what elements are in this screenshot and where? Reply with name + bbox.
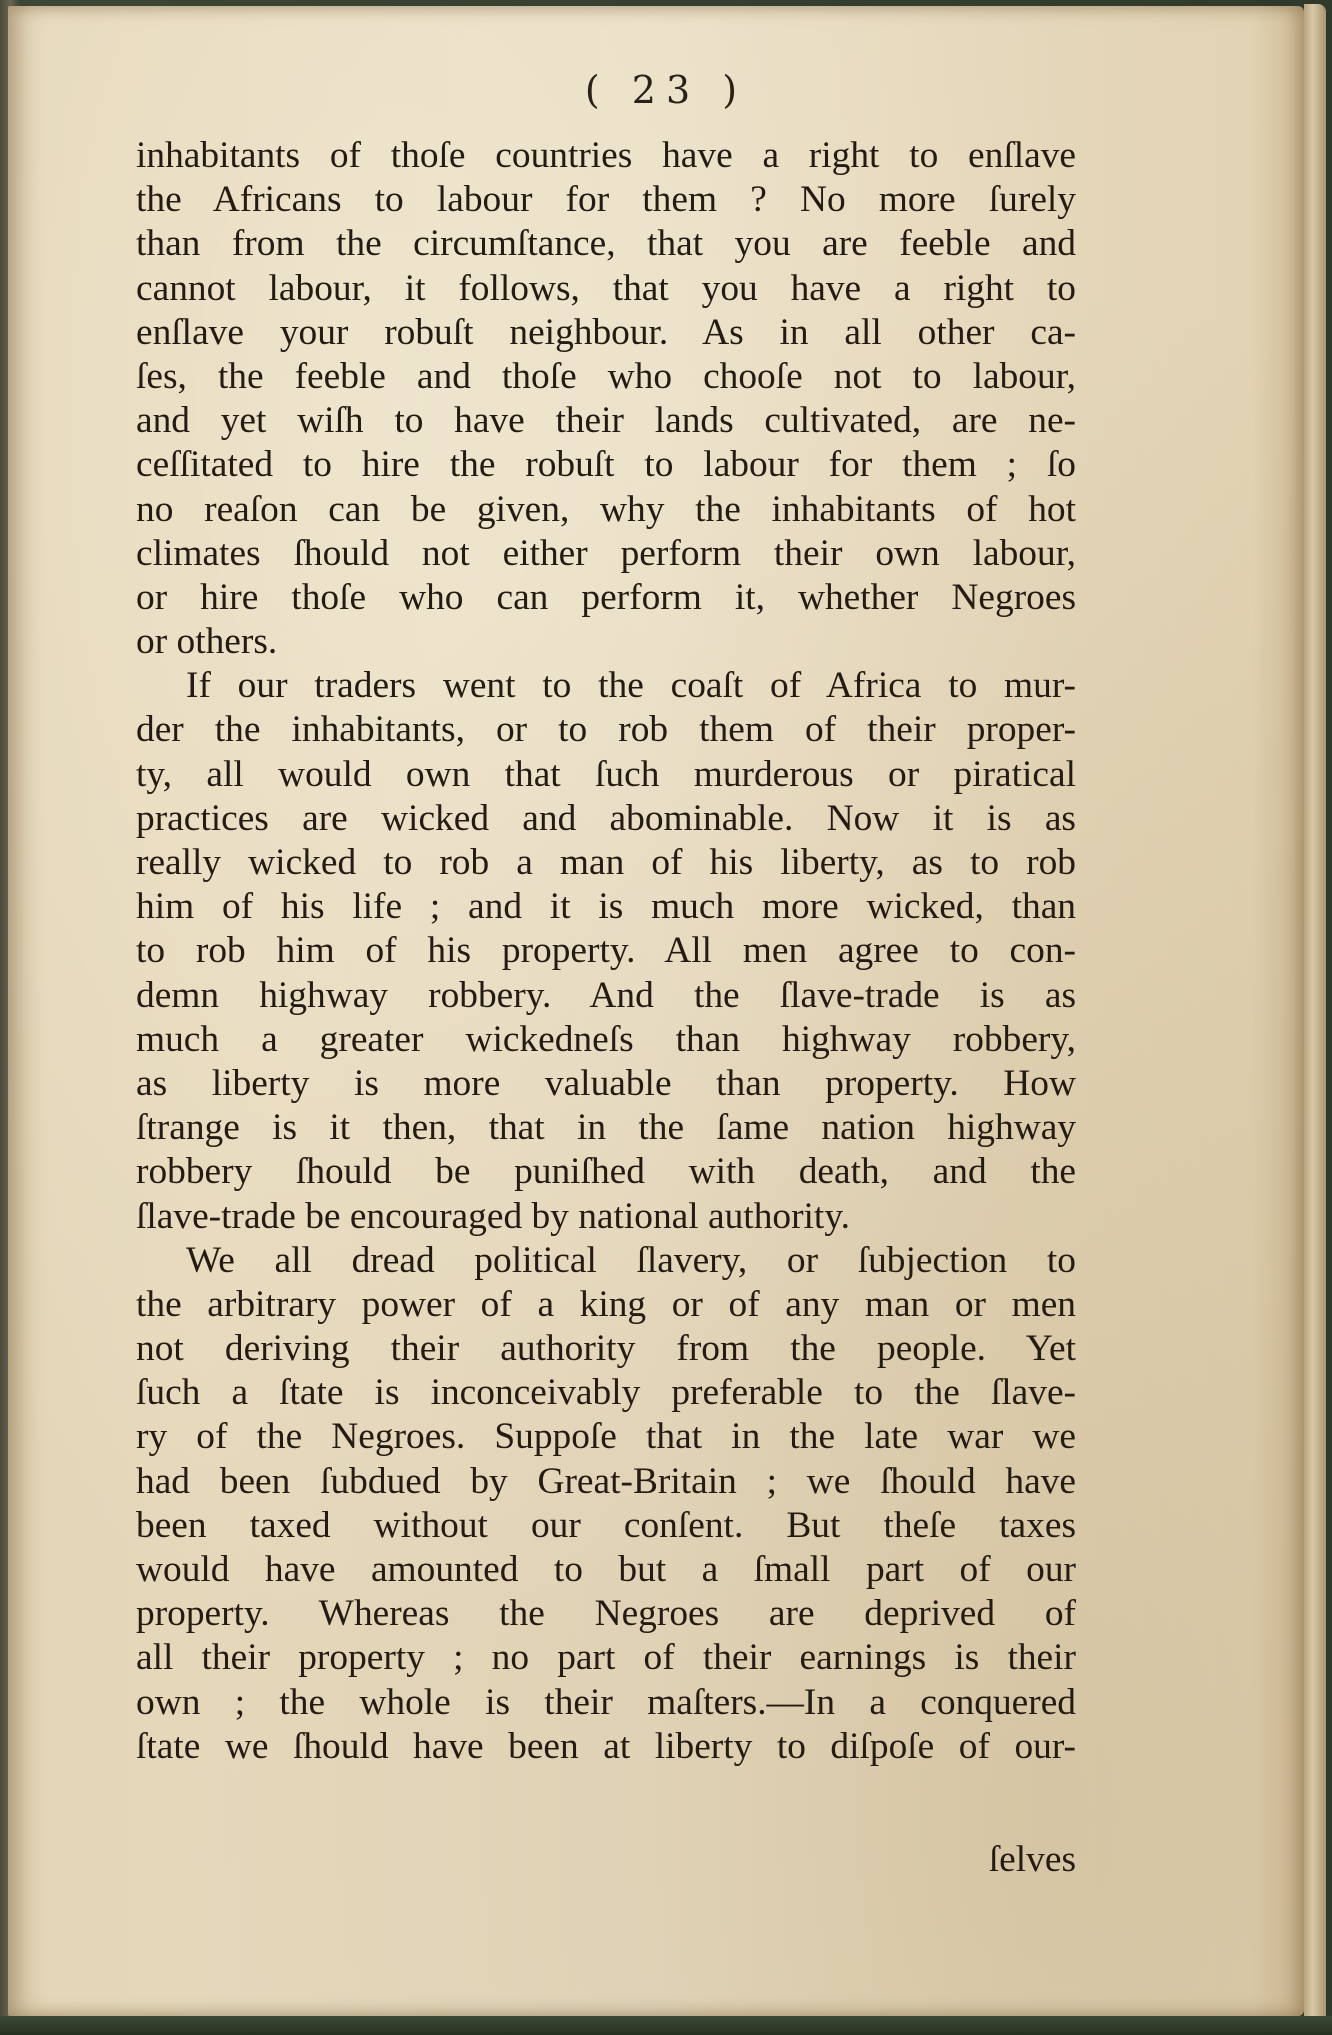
text-line: than from the circumſtance, that you are feeble and [136,223,1076,265]
paragraph-3 [136,1239,1076,1769]
text-line: would have amounted to but a ſmall part of our [136,1549,1076,1590]
text-line: all their property ; no part of their earnings is their [136,1637,1076,1679]
text-line: had been ſubdued by Great-Britain ; we ſhould have [136,1460,1076,1502]
text-line: inhabitants of thoſe countries have a right to enſlave [136,135,1076,176]
page-edge [1304,4,1326,2024]
text-line: ſlave-trade be encouraged by national authority. [136,1195,850,1237]
text-line: the arbitrary power of a king or of any man or men [136,1283,1076,1325]
paragraph-2 [136,664,1076,1238]
text-line: climates ſhould not either perform their own labour, [136,532,1076,574]
text-line: really wicked to rob a man of his liberty, as to rob [136,842,1076,883]
bottom-binding-edge [0,2016,1332,2035]
text-line: ſtrange is it then, that in the ſame nation highway [136,1107,1076,1149]
paragraph-1 [136,134,1076,664]
text-line: and yet wiſh to have their lands cultivated, are ne- [136,400,1076,442]
text-line: been taxed without our conſent. But theſe taxes [136,1504,1076,1546]
text-line: If our traders went to the coaſt of Africa to mur- [186,665,1076,707]
text-line: We all dread political ſlavery, or ſubjection to [186,1239,1076,1281]
text-line: ty, all would own that ſuch murderous or piratical [136,753,1076,795]
catchword: ſelves [988,1839,1076,1880]
text-line: as liberty is more valuable than property. How [136,1062,1076,1104]
text-line: enſlave your robuſt neighbour. As in all other ca- [136,311,1076,353]
text-line: the Africans to labour for them ? No more ſurely [136,179,1076,221]
text-line: ry of the Negroes. Suppoſe that in the late war we [136,1416,1076,1458]
text-line: demn highway robbery. And the ſlave-trade is as [136,974,1076,1016]
text-line: ſuch a ſtate is inconceivably preferable to the ſlave- [136,1372,1076,1414]
text-line: cannot labour, it follows, that you have a right to [136,267,1076,309]
text-line: robbery ſhould be puniſhed with death, and the [136,1151,1076,1193]
text-line: ſes, the feeble and thoſe who chooſe not to labour, [136,355,1076,397]
text-line: own ; the whole is their maſters.—In a conquered [136,1681,1076,1723]
text-line: not deriving their authority from the people. Yet [136,1328,1076,1370]
text-line: or others. [136,621,278,663]
text-line: practices are wicked and abominable. Now it is as [136,797,1076,839]
text-line: no reaſon can be given, why the inhabitants of hot [136,488,1076,530]
text-line: him of his life ; and it is much more wicked, than [136,886,1076,928]
text-line: ſtate we ſhould have been at liberty to diſpoſe of our- [136,1725,1076,1767]
text-line: der the inhabitants, or to rob them of their proper- [136,709,1076,751]
text-line: or hire thoſe who can perform it, whether Negroes [136,576,1076,618]
text-line: ceſſitated to hire the robuſt to labour for them ; ſo [136,444,1076,486]
text-line: property. Whereas the Negroes are deprived of [136,1593,1076,1635]
text-line: much a greater wickedneſs than highway robbery, [136,1018,1076,1060]
body-text [136,134,1076,1769]
page-number: ( 23 ) [584,68,748,112]
text-line: to rob him of his property. All men agree to con- [136,930,1076,972]
